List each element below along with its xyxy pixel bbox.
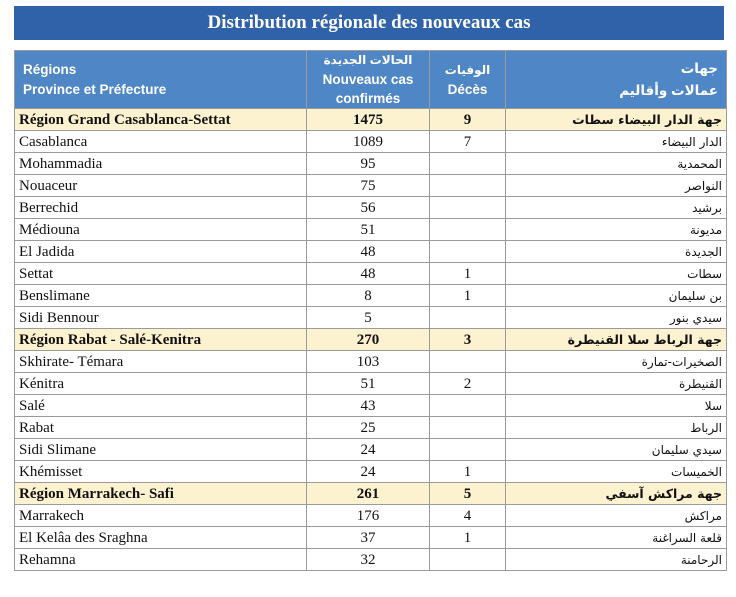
row-name: Khémisset	[15, 461, 307, 483]
row-cases: 48	[307, 241, 430, 263]
row-name-ar: الصخيرات-تمارة	[506, 351, 727, 373]
row-name: Sidi Slimane	[15, 439, 307, 461]
row-name: Médiouna	[15, 219, 307, 241]
row-name: Rehamna	[15, 549, 307, 571]
table-row	[15, 549, 727, 571]
row-name: Région Marrakech- Safi	[15, 483, 307, 505]
row-deaths	[430, 417, 506, 439]
row-cases: 25	[307, 417, 430, 439]
table-row	[15, 241, 727, 263]
row-deaths	[430, 439, 506, 461]
row-name-ar: بن سليمان	[506, 285, 727, 307]
row-name: Région Rabat - Salé-Kenitra	[15, 329, 307, 351]
row-name: Mohammadia	[15, 153, 307, 175]
row-cases: 103	[307, 351, 430, 373]
header-deaths-fr: Décès	[447, 81, 488, 97]
table-row	[15, 285, 727, 307]
row-name-ar: جهة الدار البيضاء سطات	[506, 109, 727, 131]
row-deaths: 9	[430, 109, 506, 131]
row-deaths	[430, 395, 506, 417]
table-title: Distribution régionale des nouveaux cas	[14, 6, 724, 40]
header-cases-fr-line2: confirmés	[335, 91, 401, 106]
row-name-ar: جهة الرباط سلا القنيطرة	[506, 329, 727, 351]
table-header	[15, 51, 727, 109]
row-deaths	[430, 175, 506, 197]
region-row	[15, 329, 727, 351]
table-row	[15, 417, 727, 439]
row-cases: 95	[307, 153, 430, 175]
header-regions-ar-line1: جهات	[680, 60, 718, 76]
row-name: Sidi Bennour	[15, 307, 307, 329]
row-cases: 75	[307, 175, 430, 197]
row-name-ar: الرباط	[506, 417, 727, 439]
row-deaths	[430, 351, 506, 373]
row-cases: 37	[307, 527, 430, 549]
header-deaths-ar: الوفيات	[444, 62, 491, 77]
header-regions	[15, 51, 307, 109]
row-name-ar: الرحامنة	[506, 549, 727, 571]
row-cases: 261	[307, 483, 430, 505]
row-deaths	[430, 197, 506, 219]
region-row	[15, 109, 727, 131]
row-name-ar: سيدي بنور	[506, 307, 727, 329]
row-deaths: 1	[430, 461, 506, 483]
row-name: Rabat	[15, 417, 307, 439]
row-name-ar: جهة مراكش آسفي	[506, 483, 727, 505]
row-deaths	[430, 241, 506, 263]
row-cases: 270	[307, 329, 430, 351]
row-cases: 1475	[307, 109, 430, 131]
row-name: Nouaceur	[15, 175, 307, 197]
row-deaths	[430, 307, 506, 329]
table-row	[15, 219, 727, 241]
row-name-ar: برشيد	[506, 197, 727, 219]
table-row	[15, 263, 727, 285]
row-name-ar: النواصر	[506, 175, 727, 197]
row-deaths: 5	[430, 483, 506, 505]
row-cases: 43	[307, 395, 430, 417]
table-row	[15, 439, 727, 461]
table-row	[15, 197, 727, 219]
row-name-ar: مديونة	[506, 219, 727, 241]
row-name: Berrechid	[15, 197, 307, 219]
table-row	[15, 175, 727, 197]
header-cases-ar: الحالات الجديدة	[323, 53, 413, 67]
header-regions-line2: Province et Préfecture	[23, 81, 167, 97]
table-row	[15, 527, 727, 549]
row-cases: 176	[307, 505, 430, 527]
row-cases: 1089	[307, 131, 430, 153]
row-name-ar: سيدي سليمان	[506, 439, 727, 461]
header-regions-ar-line2: عمالات وأقاليم	[619, 82, 718, 98]
row-name-ar: المحمدية	[506, 153, 727, 175]
row-name-ar: الجديدة	[506, 241, 727, 263]
row-deaths: 7	[430, 131, 506, 153]
row-deaths	[430, 219, 506, 241]
row-name: El Kelâa des Sraghna	[15, 527, 307, 549]
row-deaths: 1	[430, 285, 506, 307]
row-cases: 24	[307, 461, 430, 483]
row-name-ar: سلا	[506, 395, 727, 417]
header-deaths	[430, 51, 506, 109]
row-name: Casablanca	[15, 131, 307, 153]
table-row	[15, 131, 727, 153]
region-row	[15, 483, 727, 505]
row-cases: 48	[307, 263, 430, 285]
header-regions-line1: Régions	[23, 61, 77, 77]
row-cases: 8	[307, 285, 430, 307]
row-name: Kénitra	[15, 373, 307, 395]
row-name-ar: القنيطرة	[506, 373, 727, 395]
table-row	[15, 395, 727, 417]
row-name-ar: الخميسات	[506, 461, 727, 483]
table-row	[15, 153, 727, 175]
row-cases: 32	[307, 549, 430, 571]
table-row	[15, 351, 727, 373]
row-name-ar: الدار البيضاء	[506, 131, 727, 153]
row-cases: 51	[307, 219, 430, 241]
row-deaths: 4	[430, 505, 506, 527]
table-row	[15, 307, 727, 329]
header-cases-fr-line1: Nouveaux cas	[322, 72, 414, 87]
row-cases: 51	[307, 373, 430, 395]
table-row	[15, 373, 727, 395]
row-cases: 56	[307, 197, 430, 219]
row-name-ar: سطات	[506, 263, 727, 285]
row-deaths: 2	[430, 373, 506, 395]
row-name: Benslimane	[15, 285, 307, 307]
table-row	[15, 505, 727, 527]
row-name-ar: قلعة السراغنة	[506, 527, 727, 549]
table-row	[15, 461, 727, 483]
row-name-ar: مراكش	[506, 505, 727, 527]
row-cases: 24	[307, 439, 430, 461]
table-body	[15, 109, 727, 571]
row-name: Salé	[15, 395, 307, 417]
row-name: Settat	[15, 263, 307, 285]
header-regions-ar	[506, 51, 727, 109]
header-cases	[307, 51, 430, 109]
row-deaths	[430, 549, 506, 571]
distribution-table	[14, 50, 727, 571]
row-name: Skhirate- Témara	[15, 351, 307, 373]
row-deaths: 3	[430, 329, 506, 351]
row-deaths	[430, 153, 506, 175]
row-name: Région Grand Casablanca-Settat	[15, 109, 307, 131]
row-deaths: 1	[430, 527, 506, 549]
row-name: El Jadida	[15, 241, 307, 263]
row-cases: 5	[307, 307, 430, 329]
row-name: Marrakech	[15, 505, 307, 527]
row-deaths: 1	[430, 263, 506, 285]
